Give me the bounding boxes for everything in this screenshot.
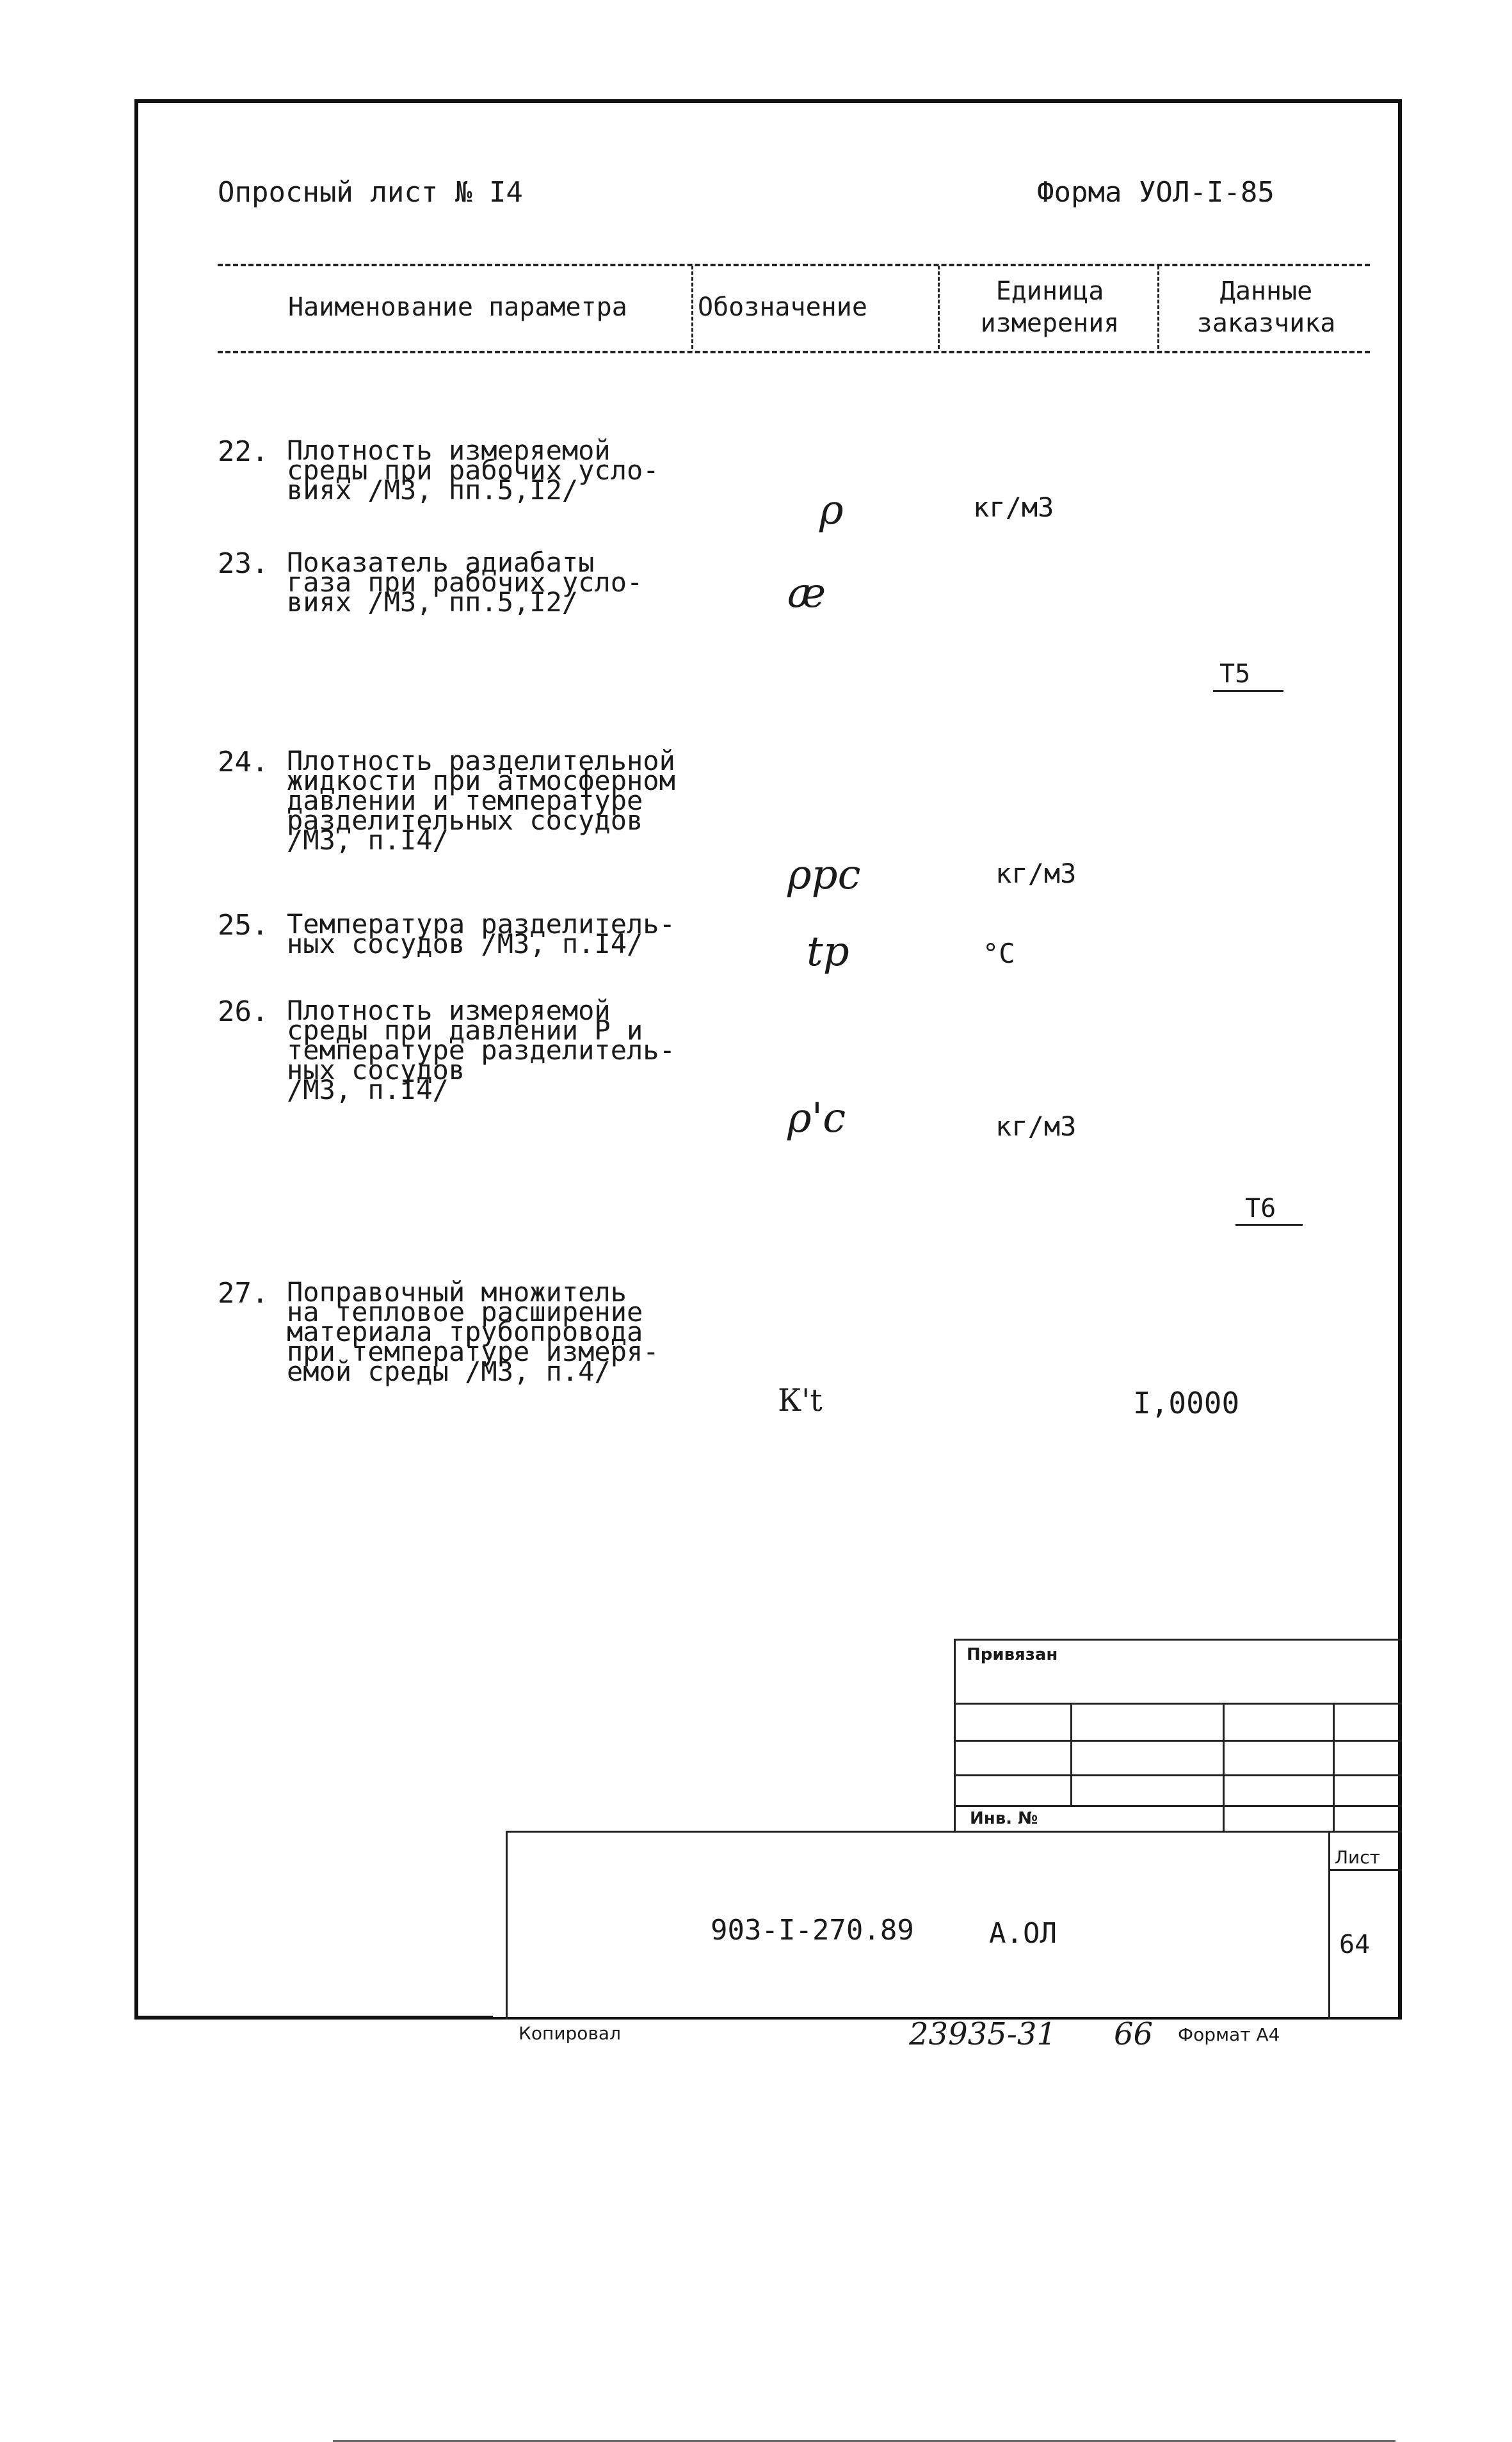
footer-format: Формат А4 xyxy=(1178,2024,1280,2045)
col-header-designation: Обозначение xyxy=(698,293,867,322)
mark-t5: Т5 xyxy=(1219,659,1251,689)
item-text: Температура разделитель- ных сосудов /М3, п.I4/ xyxy=(287,908,675,960)
stamp-top-line xyxy=(954,1639,1402,1641)
stamp-col-line-3 xyxy=(1333,1703,1335,1831)
footer-kopiroval: Копировал xyxy=(519,2023,621,2044)
item-unit: кг/м3 xyxy=(995,1111,1077,1142)
item-number: 26. xyxy=(218,995,269,1028)
item-symbol: ρ'с xyxy=(787,1095,846,1142)
column-divider-3 xyxy=(1157,266,1159,349)
titleblock-doc-suffix: А.ОЛ xyxy=(989,1917,1057,1950)
titleblock-doc-code: 903-I-270.89 xyxy=(711,1914,914,1947)
mark-t5-underline xyxy=(1213,690,1283,692)
item-symbol: К't xyxy=(778,1383,823,1418)
titleblock-top-line xyxy=(506,1831,1402,1833)
titleblock-left-line xyxy=(506,1831,508,2020)
stamp-col-line-2 xyxy=(1223,1703,1225,1831)
item-number: 27. xyxy=(218,1277,269,1310)
item-number: 22. xyxy=(218,435,269,468)
stamp-inv-no: Инв. № xyxy=(970,1809,1038,1828)
col-header-customer-line1: Данные xyxy=(1219,277,1313,306)
item-symbol: æ xyxy=(787,570,826,617)
titleblock-sheet-line xyxy=(1328,1869,1402,1871)
stamp-privyazan: Привязан xyxy=(967,1645,1058,1664)
sheet-title: Опросный лист № I4 xyxy=(218,176,523,209)
col-header-unit xyxy=(947,275,1152,339)
item-number: 25. xyxy=(218,909,269,942)
column-divider-1 xyxy=(691,266,693,349)
column-divider-2 xyxy=(938,266,940,349)
stamp-row-line-4 xyxy=(954,1805,1402,1807)
item-text: Поправочный множитель на тепловое расширение материала трубопровода при температуре измеря- емой среды /М3, п.4/ xyxy=(287,1276,659,1387)
col-header-unit-line2: измерения xyxy=(980,309,1120,338)
col-header-name: Наименование параметра xyxy=(288,293,627,322)
item-symbol: ρ xyxy=(819,486,844,534)
stamp-row-line-1 xyxy=(954,1703,1402,1705)
frame-bottom-left xyxy=(134,2016,493,2020)
item-symbol: ρрс xyxy=(787,851,861,899)
footer-order-number: 23935-31 xyxy=(909,2016,1056,2052)
col-header-unit-line1: Единица xyxy=(995,277,1104,306)
stamp-row-line-2 xyxy=(954,1740,1402,1742)
item-text: Плотность измеряемой среды при рабочих усло- виях /М3, пп.5,I2/ xyxy=(287,435,659,506)
stamp-col-line-1 xyxy=(1070,1703,1072,1805)
item-text: Показатель адиабаты газа при рабочих усло- виях /М3, пп.5,I2/ xyxy=(287,547,643,618)
stamp-row-line-3 xyxy=(954,1774,1402,1776)
item-unit: кг/м3 xyxy=(995,858,1077,889)
item-text: Плотность разделительной жидкости при атмосферном давлении и температуре разделительных сосудов /М3, п.I4/ xyxy=(287,745,675,856)
header-bottom-rule xyxy=(218,351,1370,353)
col-header-customer xyxy=(1164,275,1369,339)
mark-t6-underline xyxy=(1235,1224,1303,1226)
item-number: 23. xyxy=(218,547,269,580)
titleblock-sheet-divider xyxy=(1328,1831,1330,2020)
col-header-customer-line2: заказчика xyxy=(1196,309,1336,338)
mark-t6: Т6 xyxy=(1245,1194,1276,1223)
form-label: Форма УОЛ-I-85 xyxy=(1037,176,1275,209)
item-unit: кг/м3 xyxy=(973,492,1054,523)
titleblock-sheet-label: Лист xyxy=(1335,1847,1380,1868)
item-symbol: tр xyxy=(807,928,849,976)
header-top-rule xyxy=(218,264,1370,266)
stamp-left-line xyxy=(954,1639,956,1831)
item-value: I,0000 xyxy=(1133,1386,1240,1420)
titleblock-sheet-number: 64 xyxy=(1339,1930,1371,1959)
item-text: Плотность измеряемой среды при давлении Р и температуре разделитель- ных сосудов /М3, п.I4/ xyxy=(287,995,675,1105)
item-unit: °C xyxy=(983,938,1015,969)
footer-page-hand: 66 xyxy=(1114,2016,1154,2052)
item-number: 24. xyxy=(218,746,269,778)
